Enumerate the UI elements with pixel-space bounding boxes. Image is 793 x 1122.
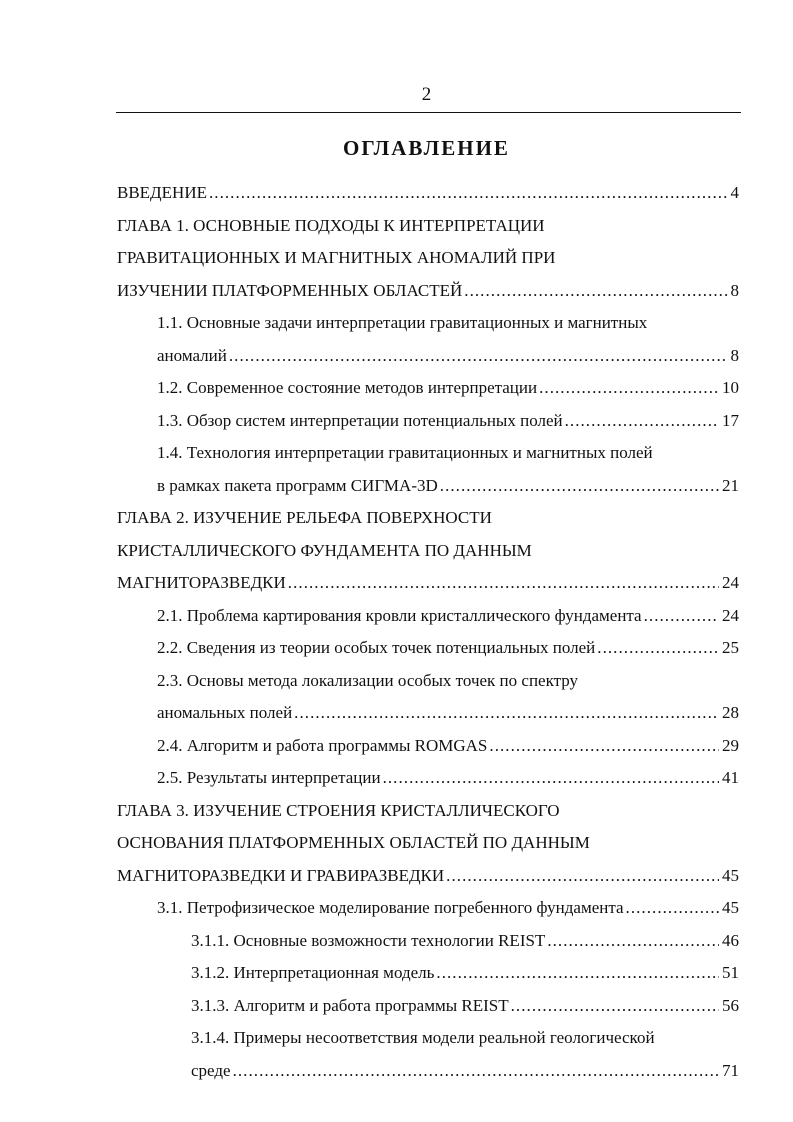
toc-entry [117, 177, 739, 210]
toc-entry-text: 1.3. Обзор систем интерпретации потенциальных полей [157, 410, 563, 430]
toc-page-number: 25 [722, 638, 739, 657]
toc-entry-text: 2.2. Сведения из теории особых точек потенциальных полей [157, 638, 596, 657]
toc-entry-text: 3.1.2. Интерпретационная модель [191, 963, 435, 982]
toc-entry-text: 2.3. Основы метода локализации особых точек по спектру [157, 670, 579, 690]
dot-leader [511, 990, 719, 1023]
toc-entry-text: ГРАВИТАЦИОННЫХ И МАГНИТНЫХ АНОМАЛИЙ ПРИ [117, 248, 556, 267]
toc-entry-text: МАГНИТОРАЗВЕДКИ [117, 573, 286, 592]
toc-entry-text: 2.1. Проблема картирования кровли кристаллического фундамента [157, 605, 642, 625]
dot-leader [565, 405, 719, 438]
toc-entry-text: аномалий [157, 345, 227, 365]
toc-entry [117, 925, 739, 958]
toc-page-number: 51 [722, 963, 739, 982]
toc-entry [117, 990, 739, 1023]
toc-page-number: 24 [722, 605, 739, 625]
toc-entry [117, 372, 739, 405]
toc-page-number: 45 [722, 898, 739, 917]
toc-entry [117, 632, 739, 665]
toc-entry-text: 3.1.1. Основные возможности технологии REIST [191, 930, 546, 950]
dot-leader [294, 697, 719, 730]
toc-page-number: 21 [722, 475, 739, 495]
toc-page-number: 28 [722, 703, 739, 722]
dot-leader [489, 730, 719, 763]
dot-leader [233, 1055, 719, 1088]
toc-entry [117, 600, 739, 633]
toc-entry [117, 957, 739, 990]
toc-entry-text: ГЛАВА 3. ИЗУЧЕНИЕ СТРОЕНИЯ КРИСТАЛЛИЧЕСКОГО [117, 800, 560, 820]
toc-entry-text: аномальных полей [157, 703, 293, 722]
toc-entry [117, 892, 739, 925]
toc-entry [117, 665, 739, 730]
toc-page-number: 56 [722, 995, 739, 1015]
toc-entry [117, 437, 739, 502]
dot-leader [436, 957, 719, 990]
toc-entry [117, 1022, 739, 1087]
toc-entry-text: 3.1.3. Алгоритм и работа программы REIST [191, 995, 509, 1015]
toc-page-number: 46 [722, 930, 739, 950]
toc-entry-text: ГЛАВА 1. ОСНОВНЫЕ ПОДХОДЫ К ИНТЕРПРЕТАЦИИ [117, 215, 545, 235]
toc-entry [117, 795, 739, 893]
dot-leader [464, 275, 727, 308]
toc-entry-text: 3.1.4. Примеры несоответствия модели реальной геологической [191, 1028, 655, 1047]
toc-page-number: 24 [722, 573, 739, 592]
toc-entry [117, 210, 739, 308]
dot-leader [597, 632, 719, 665]
toc-entry-text: ОСНОВАНИЯ ПЛАТФОРМЕННЫХ ОБЛАСТЕЙ ПО ДАННЫМ [117, 833, 590, 852]
toc-page-number: 17 [722, 410, 739, 430]
toc-page-number: 71 [722, 1060, 739, 1080]
toc-entry-text: ВВЕДЕНИЕ [117, 183, 207, 202]
toc-entry [117, 762, 739, 795]
header-rule [116, 112, 741, 113]
toc-entry-text: среде [191, 1060, 231, 1080]
dot-leader [644, 600, 719, 633]
toc-entry [117, 730, 739, 763]
toc-entry-text: 2.5. Результаты интерпретации [157, 768, 381, 787]
page-number: 2 [421, 84, 432, 105]
dot-leader [383, 762, 719, 795]
dot-leader [626, 892, 719, 925]
dot-leader [547, 925, 719, 958]
table-of-contents [117, 177, 739, 1087]
toc-page-number: 8 [730, 345, 739, 365]
toc-entry-text: 1.4. Технология интерпретации гравитационных и магнитных полей [157, 443, 653, 462]
toc-page-number: 29 [722, 735, 739, 755]
toc-page-number: 10 [722, 378, 739, 397]
toc-entry-text: 1.1. Основные задачи интерпретации гравитационных и магнитных [157, 313, 648, 332]
toc-title: ОГЛАВЛЕНИЕ [343, 136, 510, 160]
dot-leader [539, 372, 719, 405]
toc-page-number: 8 [730, 280, 739, 300]
toc-page-number: 4 [730, 183, 739, 202]
toc-entry-text: 3.1. Петрофизическое моделирование погребенного фундамента [157, 898, 624, 917]
toc-entry-text: в рамках пакета программ СИГМА-3D [157, 475, 438, 495]
dot-leader [288, 567, 719, 600]
dot-leader [209, 177, 728, 210]
toc-entry-text: МАГНИТОРАЗВЕДКИ И ГРАВИРАЗВЕДКИ [117, 865, 445, 885]
toc-entry-text: 1.2. Современное состояние методов интерпретации [157, 378, 538, 397]
dot-leader [446, 860, 719, 893]
dot-leader [440, 470, 719, 503]
toc-page-number: 45 [722, 865, 739, 885]
toc-entry-text: КРИСТАЛЛИЧЕСКОГО ФУНДАМЕНТА ПО ДАННЫМ [117, 540, 532, 560]
toc-entry [117, 502, 739, 600]
dot-leader [229, 340, 728, 373]
toc-entry-text: 2.4. Алгоритм и работа программы ROMGAS [157, 735, 488, 755]
toc-entry [117, 307, 739, 372]
toc-entry [117, 405, 739, 438]
toc-entry-text: ГЛАВА 2. ИЗУЧЕНИЕ РЕЛЬЕФА ПОВЕРХНОСТИ [117, 508, 492, 527]
toc-page-number: 41 [722, 768, 739, 787]
toc-entry-text: ИЗУЧЕНИИ ПЛАТФОРМЕННЫХ ОБЛАСТЕЙ [117, 280, 463, 300]
